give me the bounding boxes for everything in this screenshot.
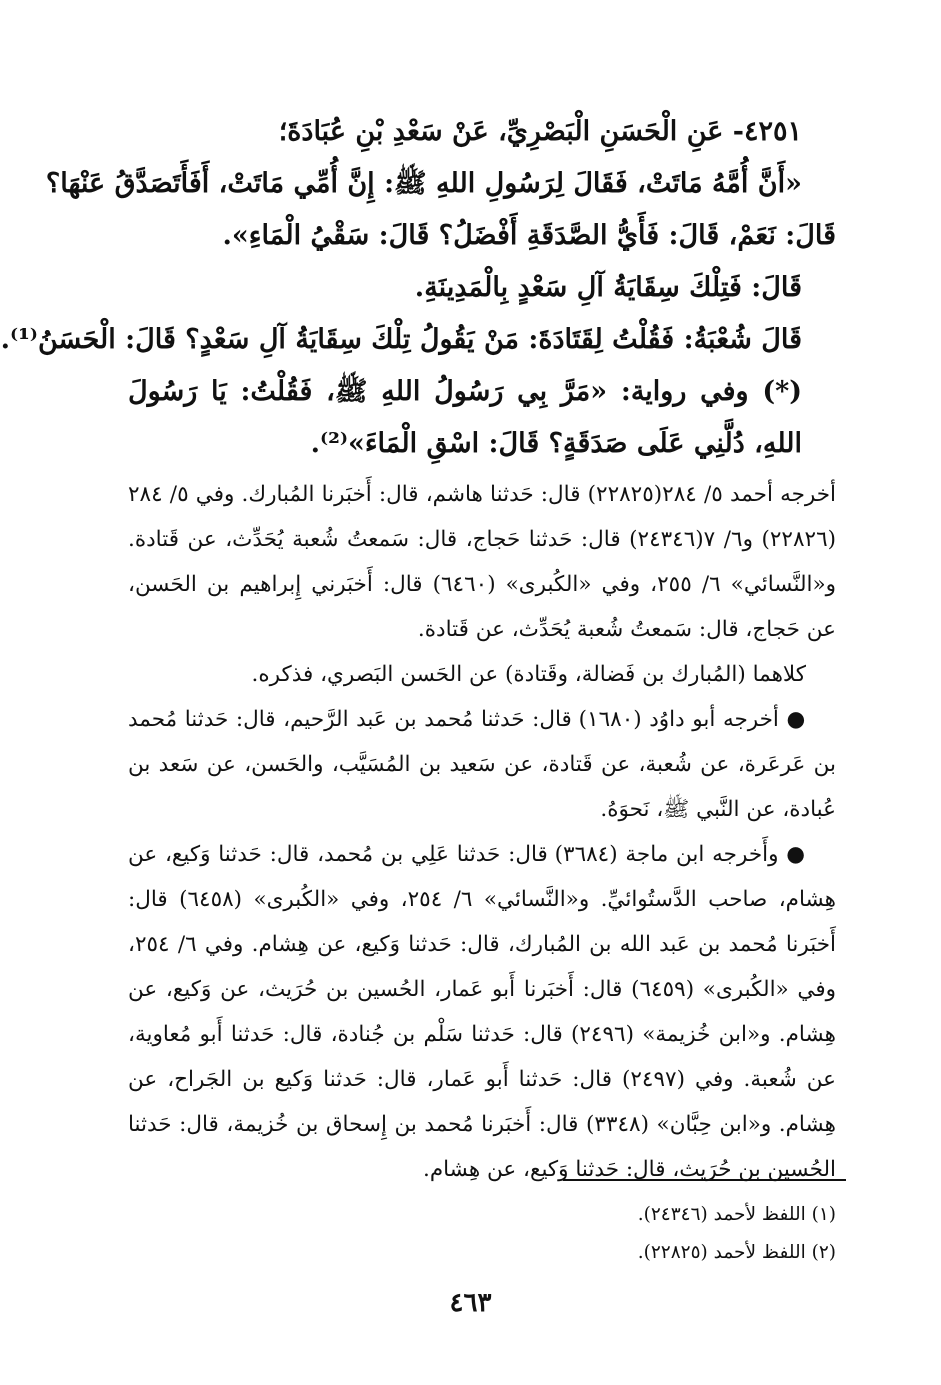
takhrij-paragraph-4 bbox=[128, 832, 836, 1192]
bullet-icon: ● bbox=[786, 842, 807, 867]
hadith-line-4: قَالَ: فَتِلْكَ سِقَايَةُ آلِ سَعْدٍ بِالْمَدِينَةِ. bbox=[414, 272, 802, 303]
hadith-text bbox=[0, 106, 836, 470]
takhrij-section bbox=[128, 472, 836, 1192]
hadith-line-5: قَالَ شُعْبَةُ: فَقُلْتُ لِقَتَادَةَ: مَنْ يَقُولُ تِلْكَ سِقَايَةُ آلِ سَعْدٍ؟ قَالَ: الْحَسَنُ⁽¹⁾. bbox=[0, 324, 802, 355]
hadith-line-3: قَالَ: نَعَمْ، قَالَ: فَأَيُّ الصَّدَقَةِ أَفْضَلُ؟ قَالَ: سَقْيُ الْمَاءِ». bbox=[222, 220, 836, 251]
takhrij-paragraph-2: كلاهما (المُبارك بن فَضالة، وقَتادة) عن الحَسن البَصري، فذكره. bbox=[251, 662, 806, 687]
main-text bbox=[0, 106, 837, 1192]
takhrij-paragraph-3 bbox=[128, 697, 836, 832]
bullet-icon: ● bbox=[786, 707, 807, 732]
hadith-line-1: ٤٢٥١- عَنِ الْحَسَنِ الْبَصْرِيِّ، عَنْ سَعْدِ بْنِ عُبَادَةَ؛ bbox=[278, 116, 802, 147]
hadith-variant-narration: (*) وفي رواية: «مَرَّ بِي رَسُولُ اللهِ ﷺ، فَقُلْتُ: يَا رَسُولَ اللهِ، دُلَّنِي عَلَى صَدَقَةٍ؟ قَالَ: اسْقِ الْمَاءَ»⁽²⁾. bbox=[128, 376, 802, 459]
takhrij-paragraph-4-text: وأَخرجه ابن ماجة (٣٦٨٤) قال: حَدثنا عَلِي بن مُحمد، قال: حَدثنا وَكيع، عن هِشام، صاحب الدَّستُوائيِّ. و«النَّسائي» ٦/ ٢٥٤، وفي «الكُبرى» (٦٤٥٨) قال: أَخبَرنا مُحمد بن عَبد الله بن المُبارك، قال: حَدثنا وَكيع، عن هِشام. وفي ٦/ ٢٥٤، وفي «الكُبرى» (٦٤٥٩) قال: أَخبَرنا أَبو عَمار، الحُسين بن حُرَيث، عن وَكيع، عن هِشام. و«ابن خُزيمة» (٢٤٩٦) قال: حَدثنا سَلْم بن جُنادة، قال: حَدثنا أَبو مُعاوية، عن شُعبة. وفي (٢٤٩٧) قال: حَدثنا أَبو عَمار، قال: حَدثنا وَكيع بن الجَراح، عن هِشام. و«ابن حِبَّان» (٣٣٤٨) قال: أَخبَرنا مُحمد بن إِسحاق بن خُزيمة، قال: حَدثنا الحُسين بن حُرَيث، قال: حَدثنا وَكيع، عن هِشام. bbox=[128, 842, 837, 1182]
takhrij-paragraph-3-text: أخرجه أبو داوُد (١٦٨٠) قال: حَدثنا مُحمد بن عَبد الرَّحيم، قال: حَدثنا مُحمد بن عَرعَرة، عن شُعبة، عن قَتادة، عن سَعيد بن المُسَيَّب، والحَسن، عن سَعد بن عُبادة، عن النَّبي ﷺ، نَحوَهُ. bbox=[128, 707, 836, 822]
footnote-1: (١) اللفظ لأحمد (٢٤٣٤٦). bbox=[637, 1204, 836, 1225]
takhrij-paragraph-1: أخرجه أحمد ٥/ ٢٨٤(٢٢٨٢٥) قال: حَدثنا هاشم، قال: أَخبَرنا المُبارك. وفي ٥/ ٢٨٤ (٢٢٨٢٦) و٦/ ٧(٢٤٣٤٦) قال: حَدثنا حَجاج، قال: سَمعتُ شُعبة يُحَدِّث، عن قَتادة. و«النَّسائي» ٦/ ٢٥٥، وفي «الكُبرى» (٦٤٦٠) قال: أَخبَرني إِبراهيم بن الحَسن، عن حَجاج، قال: سَمعتُ شُعبة يُحَدِّث، عن قَتادة. bbox=[128, 482, 837, 642]
footnotes bbox=[128, 1196, 836, 1272]
hadith-line-2: «أَنَّ أُمَّهُ مَاتَتْ، فَقَالَ لِرَسُولِ اللهِ ﷺ: إِنَّ أُمِّي مَاتَتْ، أَفَأَتَصَدَّقُ عَنْهَا؟ bbox=[45, 168, 802, 199]
footnote-separator bbox=[563, 1179, 846, 1181]
footnote-2: (٢) اللفظ لأحمد (٢٢٨٢٥). bbox=[637, 1242, 836, 1263]
page-number: ٤٦٣ bbox=[449, 1288, 492, 1318]
